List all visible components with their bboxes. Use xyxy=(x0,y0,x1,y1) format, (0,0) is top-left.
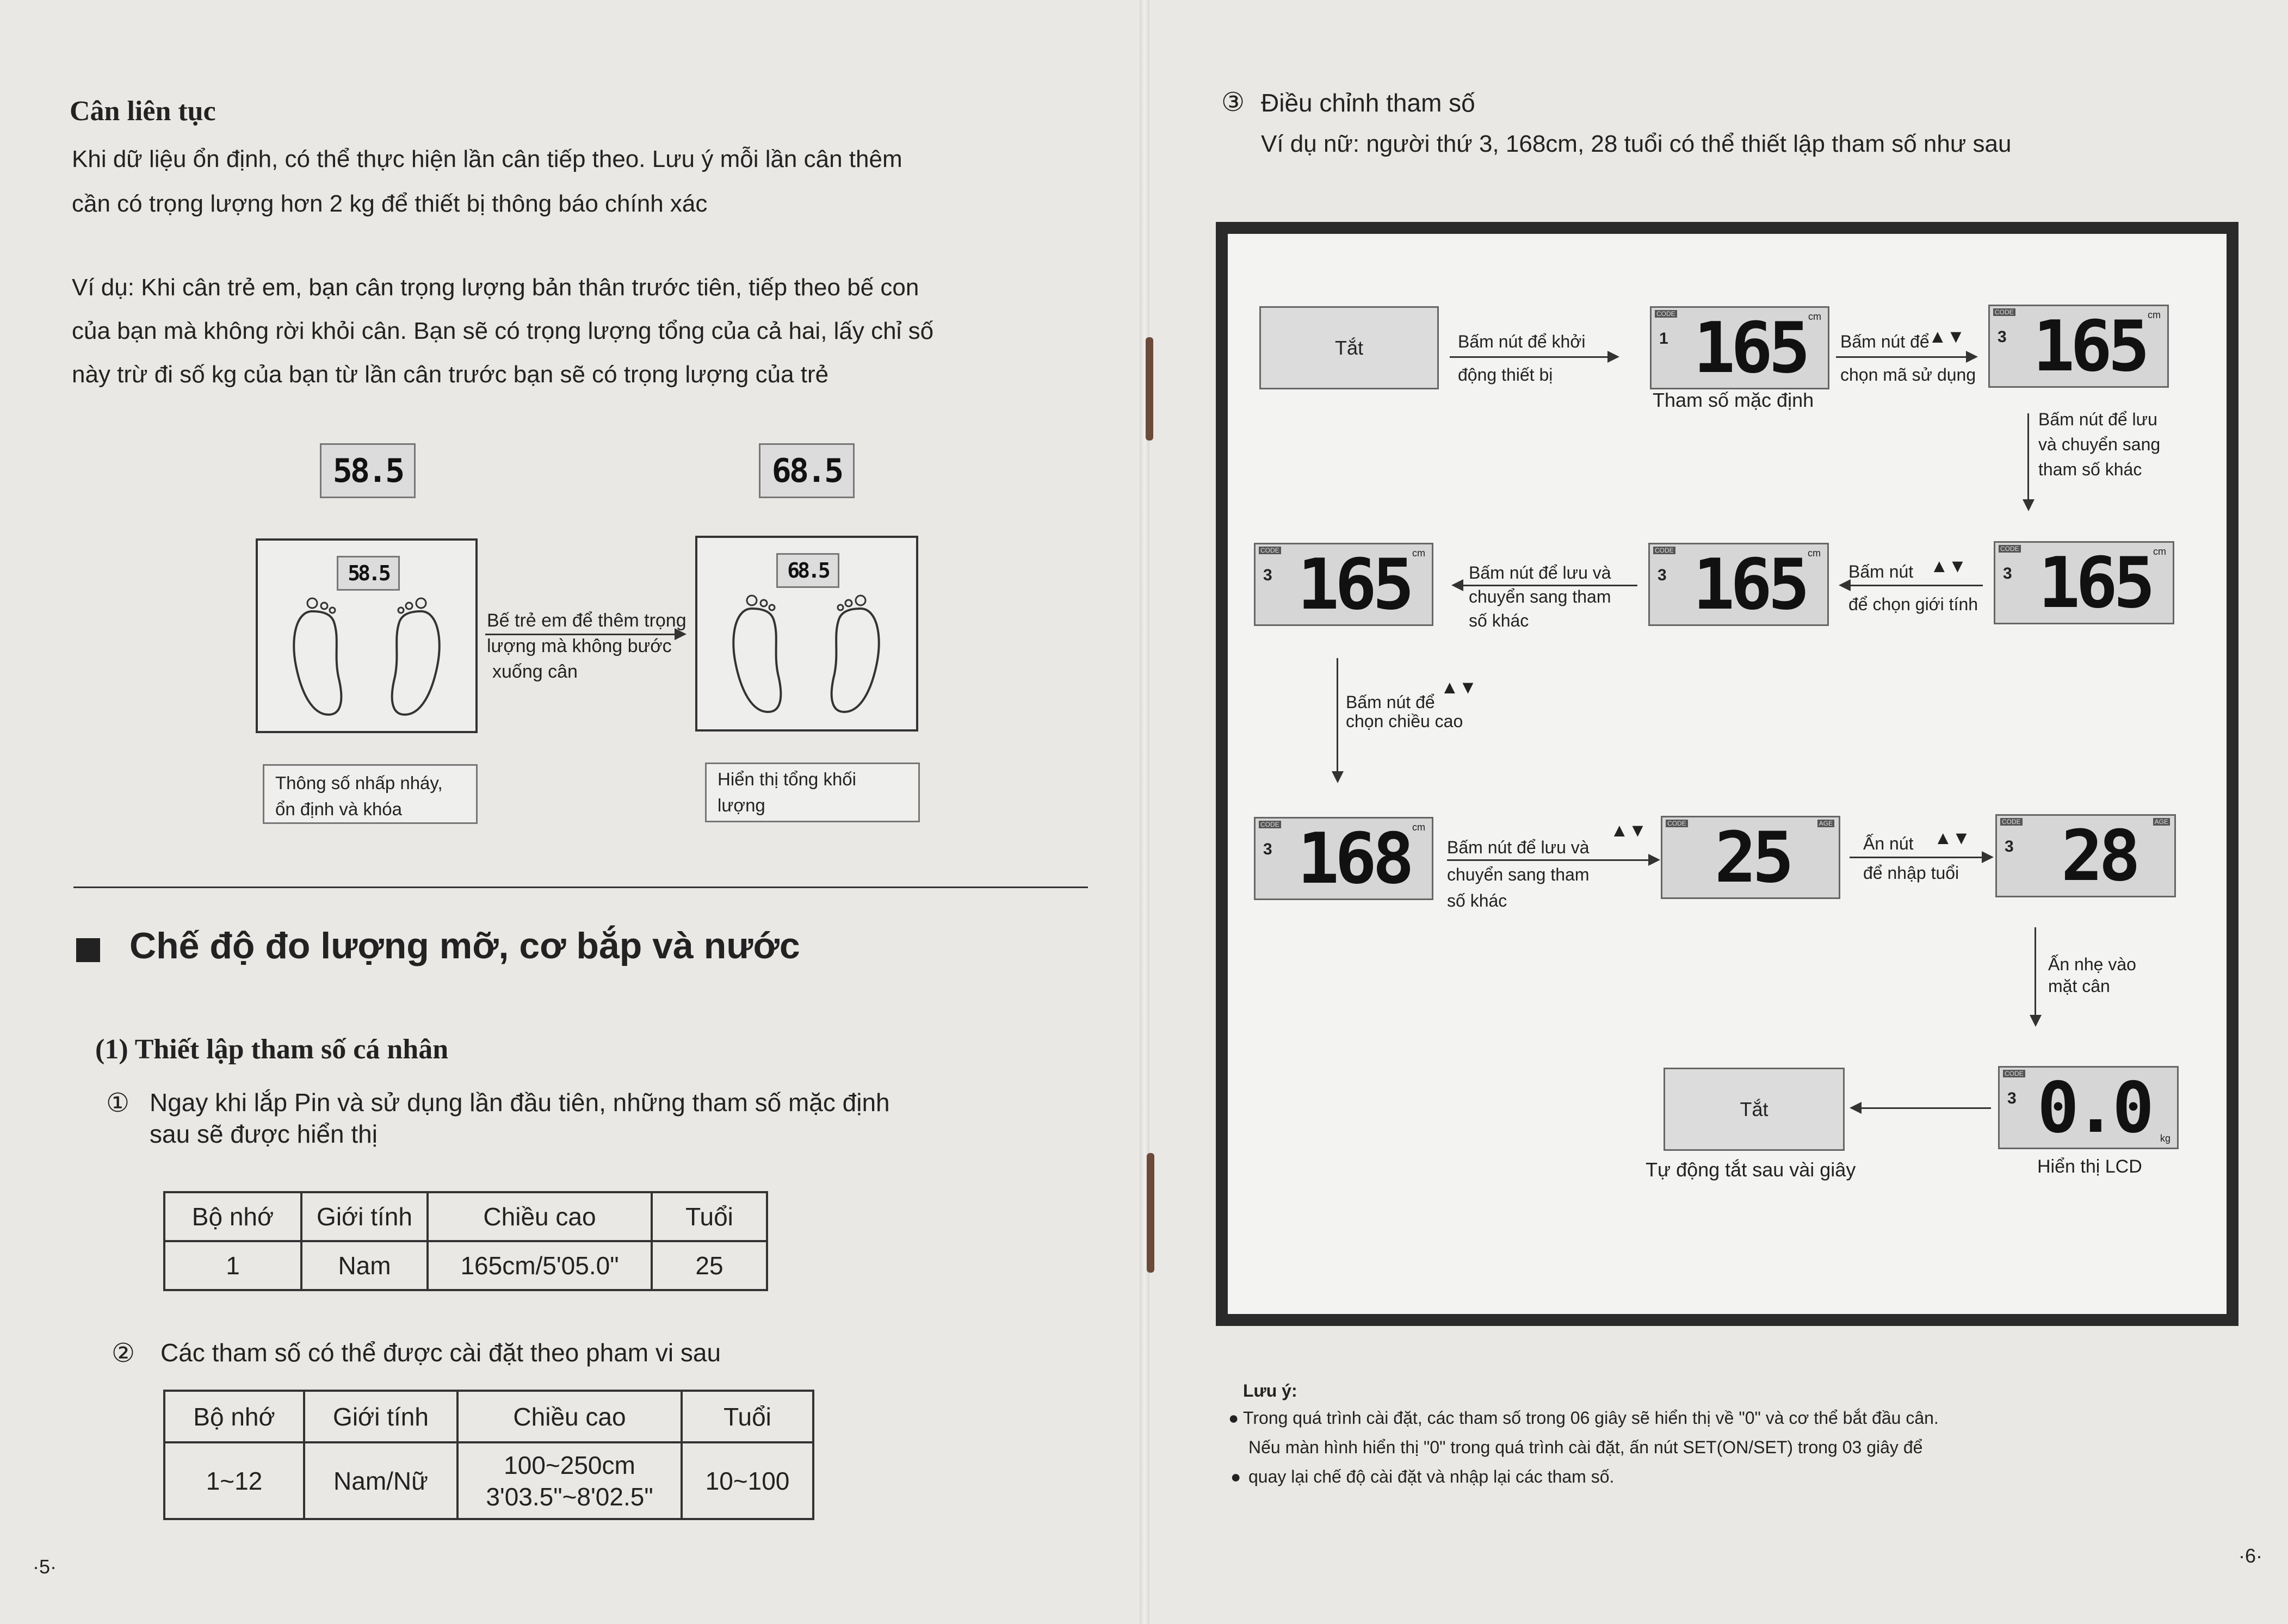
t2-height-metric: 100~250cm xyxy=(504,1451,635,1479)
user-marker-icon: 3 xyxy=(1998,328,2007,346)
unit-kg: kg xyxy=(2160,1133,2170,1144)
reading-2-value: 68.5 xyxy=(771,451,842,490)
lcd-code-tag: CODE xyxy=(1666,820,1688,827)
lcd-code-tag: CODE xyxy=(1655,310,1677,318)
user-marker-icon: 3 xyxy=(2007,1089,2017,1107)
unit-cm: cm xyxy=(1808,548,1821,559)
lcd-code-tag: CODE xyxy=(1999,545,2021,553)
arrow-1 xyxy=(1450,356,1607,358)
arrow-3-head xyxy=(2023,499,2035,511)
arrow-10 xyxy=(1860,1107,1991,1109)
lcd-code-tag: CODE xyxy=(1993,308,2015,316)
example-line-2: của bạn mà không rời khỏi cân. Bạn sẽ có trọng lượng tổng của cả hai, lấy chỉ số xyxy=(72,318,934,344)
arrow-7 xyxy=(1447,859,1648,861)
scale-before-value: 58.5 xyxy=(348,561,389,585)
item2-text: Các tham số có thể được cài đặt theo pham vi sau xyxy=(160,1338,721,1367)
example-line-3: này trừ đi số kg của bạn từ lần cân trước bạn sẽ có trọng lượng của trẻ xyxy=(72,361,829,388)
user-marker-icon: 3 xyxy=(2005,838,2014,856)
t2-cell-gender: Nam/Nữ xyxy=(304,1442,457,1519)
display-reading-1 xyxy=(320,443,416,498)
t1-cell-gender: Nam xyxy=(301,1241,428,1290)
user-marker-icon: 3 xyxy=(1263,566,1272,584)
staple-bottom xyxy=(1147,1153,1154,1273)
page-number-left: ·5· xyxy=(33,1555,57,1578)
arrow-2-head xyxy=(1966,351,1978,363)
step3-line2: và chuyển sang xyxy=(2038,435,2161,454)
arrow-label-2: lượng mà không bước xyxy=(487,636,672,656)
t1-header-gender: Giới tính xyxy=(301,1192,428,1241)
step3-line3: tham số khác xyxy=(2038,460,2142,479)
step4-line1: Bấm nút xyxy=(1848,562,1914,581)
unit-cm: cm xyxy=(1412,822,1425,833)
item2-marker: ② xyxy=(112,1339,135,1368)
footprints-icon xyxy=(280,590,454,720)
unit-cm: cm xyxy=(1808,311,1821,322)
t1-cell-height: 165cm/5'05.0" xyxy=(428,1241,652,1290)
param-range-table xyxy=(163,1390,814,1520)
lcd-gender-value: 165 xyxy=(2038,543,2151,624)
lcd-code-tag: CODE xyxy=(2000,818,2023,826)
lcd-age-start xyxy=(1661,816,1840,899)
lcd-code-tag: CODE xyxy=(2003,1070,2025,1077)
lcd-height-set xyxy=(1254,817,1433,900)
arrow-7-head xyxy=(1648,854,1660,866)
caption-total-text: Hiển thị tổng khối lượng xyxy=(718,769,856,815)
subsection-title: (1) Thiết lập tham số cá nhân xyxy=(95,1034,449,1065)
step1-line1: Bấm nút để khởi xyxy=(1458,332,1586,351)
caption-total-weight xyxy=(705,763,920,822)
arrow-3 xyxy=(2027,413,2029,500)
item1-marker: ① xyxy=(106,1089,130,1118)
lcd-zero-value: 0.0 xyxy=(2037,1068,2150,1149)
reading-1-value: 58.5 xyxy=(332,451,403,490)
scale-after-value: 68.5 xyxy=(787,559,828,582)
example-line-1: Ví dụ: Khi cân trẻ em, bạn cân trọng lượng bản thân trước tiên, tiếp theo bế con xyxy=(72,274,919,301)
arrow-6 xyxy=(1337,658,1338,772)
lcd-code-tag: CODE xyxy=(1653,547,1675,554)
lcd-gender-saved-value: 165 xyxy=(1692,544,1805,625)
item3-marker: ③ xyxy=(1221,88,1245,117)
t1-cell-memory: 1 xyxy=(164,1241,301,1290)
arrow-label-3: xuống cân xyxy=(492,661,578,682)
t1-header-age: Tuổi xyxy=(652,1192,767,1241)
arrow-2 xyxy=(1836,356,1967,358)
scale-before xyxy=(256,538,478,733)
t2-header-height: Chiều cao xyxy=(457,1391,682,1442)
default-params-table xyxy=(163,1191,768,1291)
lcd-user-value: 165 xyxy=(2032,306,2145,387)
step9-line2: mặt cân xyxy=(2048,976,2110,996)
arrow-6-head xyxy=(1332,771,1344,783)
caption-stable-lock xyxy=(263,764,478,824)
step1-line2: động thiết bị xyxy=(1458,365,1553,385)
lcd-age-tag: AGE xyxy=(1817,820,1834,827)
user-marker-icon: 3 xyxy=(1263,840,1272,858)
step7-line1: Bấm nút để lưu và xyxy=(1447,838,1590,857)
lcd-default-value: 165 xyxy=(1693,308,1806,389)
unit-cm: cm xyxy=(2153,546,2166,557)
lcd-display-caption: Hiển thị LCD xyxy=(2037,1156,2142,1177)
t2-cell-age: 10~100 xyxy=(682,1442,813,1519)
up-down-button-icon: ▲▼ xyxy=(1610,820,1647,841)
up-down-button-icon: ▲▼ xyxy=(1440,677,1477,698)
footprints-icon xyxy=(719,587,893,717)
intro-line-1: Khi dữ liệu ổn định, có thể thực hiện lần cân tiếp theo. Lưu ý mỗi lần cân thêm xyxy=(72,146,902,172)
caption-stable-line2: ổn định và khóa xyxy=(275,799,403,819)
arrow-8-head xyxy=(1982,851,1994,863)
step3-line1: Bấm nút để lưu xyxy=(2038,410,2157,429)
t1-header-memory: Bộ nhớ xyxy=(164,1192,301,1241)
arrow-9-head xyxy=(2030,1015,2042,1027)
unit-cm: cm xyxy=(1412,548,1425,559)
book-spine xyxy=(1140,0,1149,1624)
lcd-code-tag: CODE xyxy=(1259,547,1281,554)
user-marker-icon: 1 xyxy=(1659,330,1668,348)
arrow-9 xyxy=(2035,927,2036,1017)
t1-header-height: Chiều cao xyxy=(428,1192,652,1241)
step9-line1: Ấn nhẹ vào xyxy=(2048,954,2136,974)
up-down-button-icon: ▲▼ xyxy=(1928,326,1965,347)
gender-female-icon: 3 xyxy=(2003,565,2012,582)
staple-top xyxy=(1146,337,1153,441)
step2-line1: Bấm nút để xyxy=(1840,332,1930,351)
arrow-4 xyxy=(1850,585,1983,586)
step4-line2: để chọn giới tính xyxy=(1848,594,1978,614)
t2-header-age: Tuổi xyxy=(682,1391,813,1442)
step2-line2: chọn mã sử dụng xyxy=(1840,365,1976,385)
step5-line3: số khác xyxy=(1469,611,1529,630)
off-state-box xyxy=(1259,306,1439,389)
auto-off-caption: Tự động tắt sau vài giây xyxy=(1646,1158,1856,1181)
note-line-3: quay lại chế độ cài đặt và nhập lại các tham số. xyxy=(1248,1467,1615,1486)
item3-example: Ví dụ nữ: người thứ 3, 168cm, 28 tuổi có thể thiết lập tham số như sau xyxy=(1261,131,2012,157)
arrow-1-head xyxy=(1607,351,1619,363)
lcd-zero xyxy=(1998,1066,2179,1149)
step6-line2: chọn chiều cao xyxy=(1346,711,1463,731)
lcd-age-tag: AGE xyxy=(2153,818,2170,826)
off-state-box-final xyxy=(1664,1068,1845,1151)
t2-header-gender: Giới tính xyxy=(304,1391,457,1442)
lcd-age-start-value: 25 xyxy=(1714,817,1790,898)
t2-cell-memory: 1~12 xyxy=(164,1442,304,1519)
item3-title: Điều chỉnh tham số xyxy=(1261,89,1475,117)
t1-cell-age: 25 xyxy=(652,1241,767,1290)
t2-height-imperial: 3'03.5"~8'02.5" xyxy=(486,1482,653,1511)
step8-line1: Ấn nút xyxy=(1863,834,1914,853)
note-title: Lưu ý: xyxy=(1243,1381,1297,1400)
step8-line2: để nhập tuổi xyxy=(1863,863,1959,883)
up-down-button-icon: ▲▼ xyxy=(1934,828,1971,848)
step5-line1: Bấm nút để lưu và xyxy=(1469,563,1611,582)
lcd-gender-saved xyxy=(1648,543,1829,626)
arrow-8 xyxy=(1850,857,1983,858)
scale-before-display xyxy=(337,556,400,591)
step5-line2: chuyển sang tham xyxy=(1469,587,1611,606)
unit-cm: cm xyxy=(2148,309,2161,320)
display-reading-2 xyxy=(759,443,855,498)
note-line-2: Nếu màn hình hiển thị "0" trong quá trình cài đặt, ấn nút SET(ON/SET) trong 03 giây để xyxy=(1248,1437,1923,1457)
note-line-1: Trong quá trình cài đặt, các tham số trong 06 giây sẽ hiển thị về "0" và cơ thể bắt đầu cân. xyxy=(1243,1408,1939,1428)
lcd-height-set-value: 168 xyxy=(1297,819,1410,900)
item1-line1: Ngay khi lắp Pin và sử dụng lần đầu tiên, những tham số mặc định xyxy=(150,1088,890,1117)
lcd-height-start xyxy=(1254,543,1433,626)
t2-header-memory: Bộ nhớ xyxy=(164,1391,304,1442)
step7-line2: chuyển sang tham xyxy=(1447,865,1590,884)
lcd-code-tag: CODE xyxy=(1259,821,1281,828)
lcd-gender xyxy=(1994,541,2174,624)
section-divider xyxy=(73,887,1088,888)
item1-line2: sau sẽ được hiển thị xyxy=(150,1120,378,1148)
lcd-age-set-value: 28 xyxy=(2061,816,2136,897)
default-params-label: Tham số mặc định xyxy=(1653,389,1814,411)
lcd-user-code xyxy=(1988,305,2169,388)
note-bullet-1: ● xyxy=(1228,1408,1239,1428)
lcd-age-set xyxy=(1995,814,2176,897)
section-title: Chế độ đo lượng mỡ, cơ bắp và nước xyxy=(129,925,800,966)
intro-line-2: cần có trọng lượng hơn 2 kg để thiết bị thông báo chính xác xyxy=(72,190,708,217)
scale-after xyxy=(695,536,918,732)
arrow-10-head xyxy=(1850,1102,1862,1114)
scale-after-display xyxy=(776,553,839,588)
note-bullet-2: ● xyxy=(1230,1467,1241,1486)
caption-stable-line1: Thông số nhấp nháy, xyxy=(275,773,443,793)
section-bullet-icon xyxy=(76,938,100,962)
lcd-default xyxy=(1650,306,1829,389)
arrow-label-1: Bế trẻ em để thêm trọng xyxy=(487,610,687,631)
off-label-final: Tắt xyxy=(1740,1098,1768,1120)
off-label: Tắt xyxy=(1334,336,1363,359)
step7-line3: số khác xyxy=(1447,891,1507,910)
page-number-right: ·6· xyxy=(2238,1545,2262,1567)
step6-line1: Bấm nút để xyxy=(1346,692,1435,712)
t2-cell-height xyxy=(457,1442,682,1519)
arrow-5-head xyxy=(1451,579,1463,591)
continuous-weighing-heading: Cân liên tục xyxy=(70,96,216,127)
lcd-height-start-value: 165 xyxy=(1297,544,1410,625)
up-down-button-icon: ▲▼ xyxy=(1930,556,1967,577)
user-marker-icon: 3 xyxy=(1658,566,1667,584)
